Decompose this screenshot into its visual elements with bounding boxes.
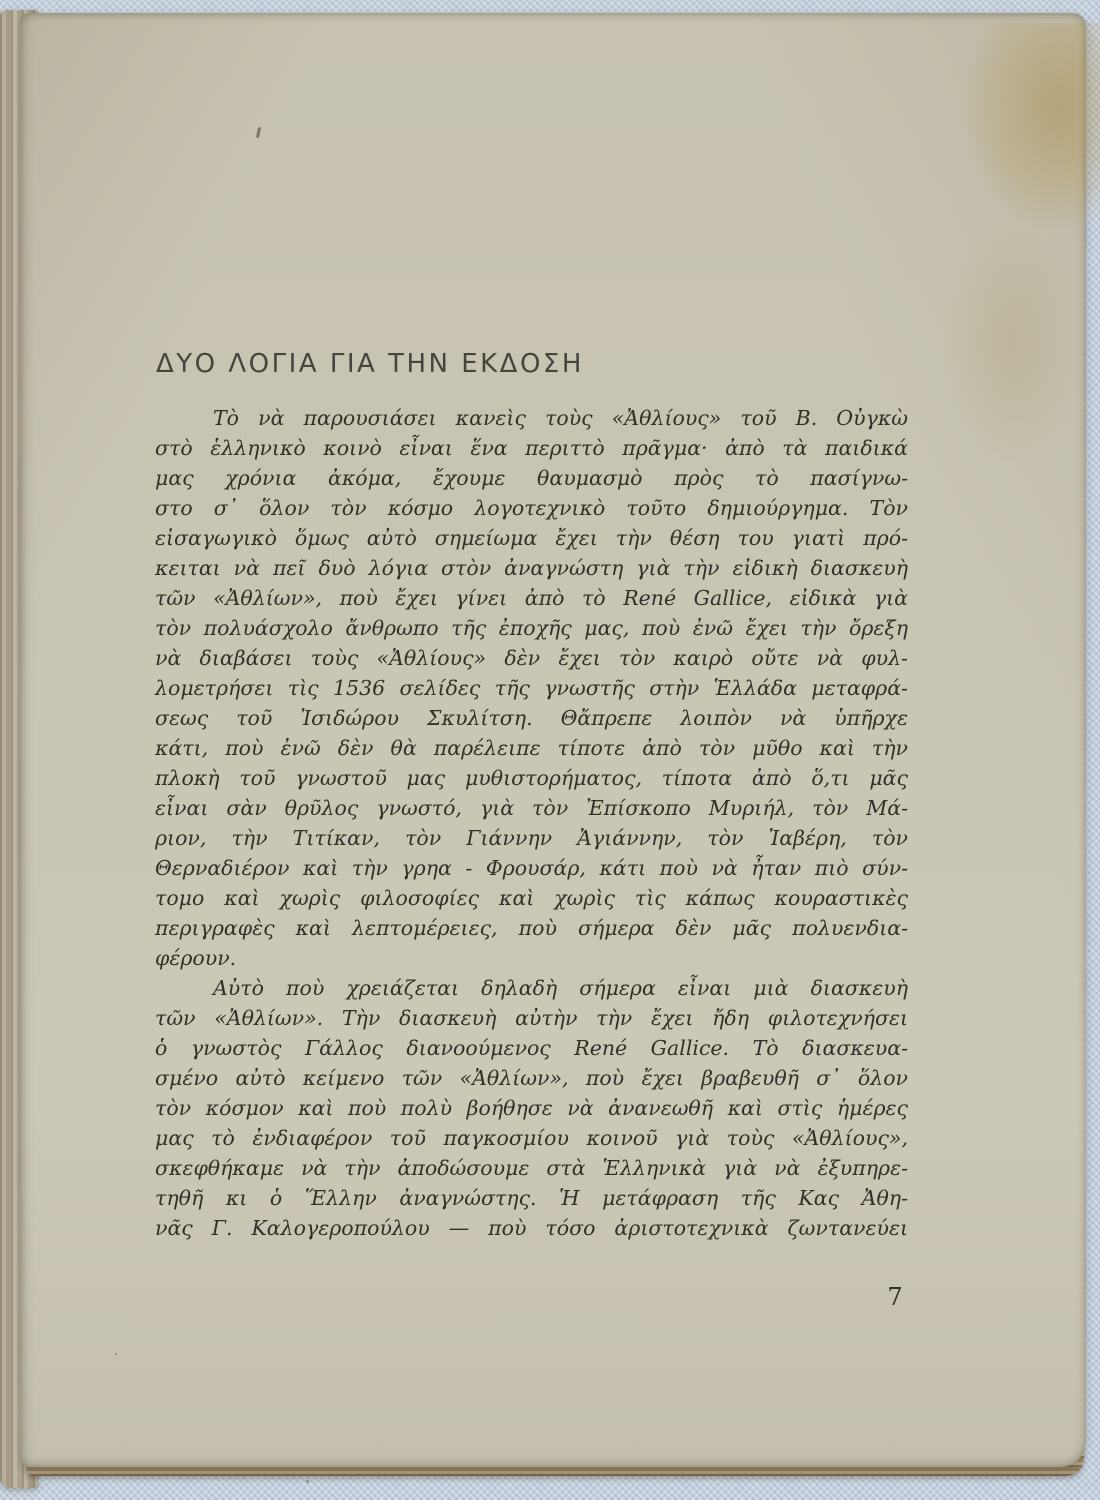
text-line: νᾶς Γ. Καλογεροπούλου — ποὺ τόσο ἀριστοτεχνικὰ ζωντανεύει [155,1216,908,1240]
paper-stain-faint [910,213,1080,543]
text-line: τῶν «Ἀθλίων», ποὺ ἔχει γίνει ἀπὸ τὸ René Gallice, εἰδικὰ γιὰ [155,586,908,610]
text-line: μας τὸ ἐνδιαφέρον τοῦ παγκοσμίου κοινοῦ γιὰ τοὺς «Ἀθλίους», [155,1126,908,1150]
text-line: εἰσαγωγικὸ ὅμως αὐτὸ σημείωμα ἔχει τὴν θέση του γιατὶ πρό- [155,526,908,550]
body-text [155,403,908,1243]
text-line: κάτι, ποὺ ἐνῶ δὲν θὰ παρέλειπε τίποτε ἀπὸ τὸν μῦθο καὶ τὴν [155,736,908,760]
text-line: τὸν κόσμον καὶ ποὺ πολὺ βοήθησε νὰ ἀνανεωθῆ καὶ στὶς ἡμέρες [155,1096,908,1120]
text-line: λομετρήσει τὶς 1536 σελίδες τῆς γνωστῆς στὴν Ἑλλάδα μεταφρά- [155,676,908,700]
text-line: μας χρόνια ἀκόμα, ἔχουμε θαυμασμὸ πρὸς τὸ πασίγνω- [155,466,908,490]
text-line: εἶναι σὰν θρῦλος γνωστό, γιὰ τὸν Ἐπίσκοπο Μυριήλ, τὸν Μά- [155,796,908,820]
text-line: στὸ ἑλληνικὸ κοινὸ εἶναι ἕνα περιττὸ πρᾶγμα· ἀπὸ τὰ παιδικά [155,436,908,460]
chapter-heading: ΔΥΟ ΛΟΓΙΑ ΓΙΑ ΤΗΝ ΕΚΔΟΣΗ [156,349,584,379]
text-line: τηθῆ κι ὁ Ἕλλην ἀναγνώστης. Ἡ μετάφραση τῆς Κας Ἀθη- [155,1186,908,1210]
text-line: νὰ διαβάσει τοὺς «Ἀθλίους» δὲν ἔχει τὸν καιρὸ οὔτε νὰ φυλ- [155,646,908,670]
text-line: ὁ γνωστὸς Γάλλος διανοούμενος René Gallice. Τὸ διασκευα- [155,1036,908,1060]
text-line: στο σ᾽ ὅλον τὸν κόσμο λογοτεχνικὸ τοῦτο δημιούργημα. Τὸν [155,496,908,520]
page-number: 7 [887,1283,903,1311]
paper-speck [306,1480,309,1483]
text-line: κειται νὰ πεῖ δυὸ λόγια στὸν ἀναγνώστη γιὰ τὴν εἰδικὴ διασκευὴ [155,556,908,580]
text-line: πλοκὴ τοῦ γνωστοῦ μας μυθιστορήματος, τίποτα ἀπὸ ὅ,τι μᾶς [155,766,908,790]
paper-speck [115,1353,117,1355]
text-line: σμένο αὐτὸ κείμενο τῶν «Ἀθλίων», ποὺ ἔχει βραβευθῆ σ᾽ ὅλον [155,1066,908,1090]
paper-speck [256,127,261,138]
text-line: σκεφθήκαμε νὰ τὴν ἀποδώσουμε στὰ Ἑλληνικὰ γιὰ νὰ ἐξυπηρε- [155,1156,908,1180]
text-line: Θερναδιέρον καὶ τὴν γρηα - Φρουσάρ, κάτι ποὺ νὰ ἦταν πιὸ σύν- [155,856,908,880]
text-line: Αὐτὸ ποὺ χρειάζεται δηλαδὴ σήμερα εἶναι μιὰ διασκευὴ [213,976,908,1000]
text-line: σεως τοῦ Ἰσιδώρου Σκυλίτση. Θἄπρεπε λοιπὸν νὰ ὑπῆρχε [155,706,908,730]
text-line: τῶν «Ἀθλίων». Τὴν διασκευὴ αὐτὴν τὴν ἔχει ἤδη φιλοτεχνήσει [155,1006,908,1030]
text-line: περιγραφὲς καὶ λεπτομέρειες, ποὺ σήμερα δὲν μᾶς πολυενδια- [155,916,908,940]
paper-stain [925,23,1100,303]
text-line: τομο καὶ χωρὶς φιλοσοφίες καὶ χωρὶς τὶς κάπως κουραστικὲς [155,886,908,910]
text-line: Τὸ νὰ παρουσιάσει κανεὶς τοὺς «Ἀθλίους» τοῦ Β. Οὐγκὼ [213,406,908,430]
text-line: φέρουν. [155,946,237,970]
text-line: ριον, τὴν Τιτίκαν, τὸν Γιάννην Ἀγιάννην, τὸν Ἰαβέρη, τὸν [155,826,908,850]
text-line: τὸν πολυάσχολο ἄνθρωπο τῆς ἐποχῆς μας, ποὺ ἐνῶ ἔχει τὴν ὄρεξη [155,616,908,640]
book-page [20,13,1086,1467]
